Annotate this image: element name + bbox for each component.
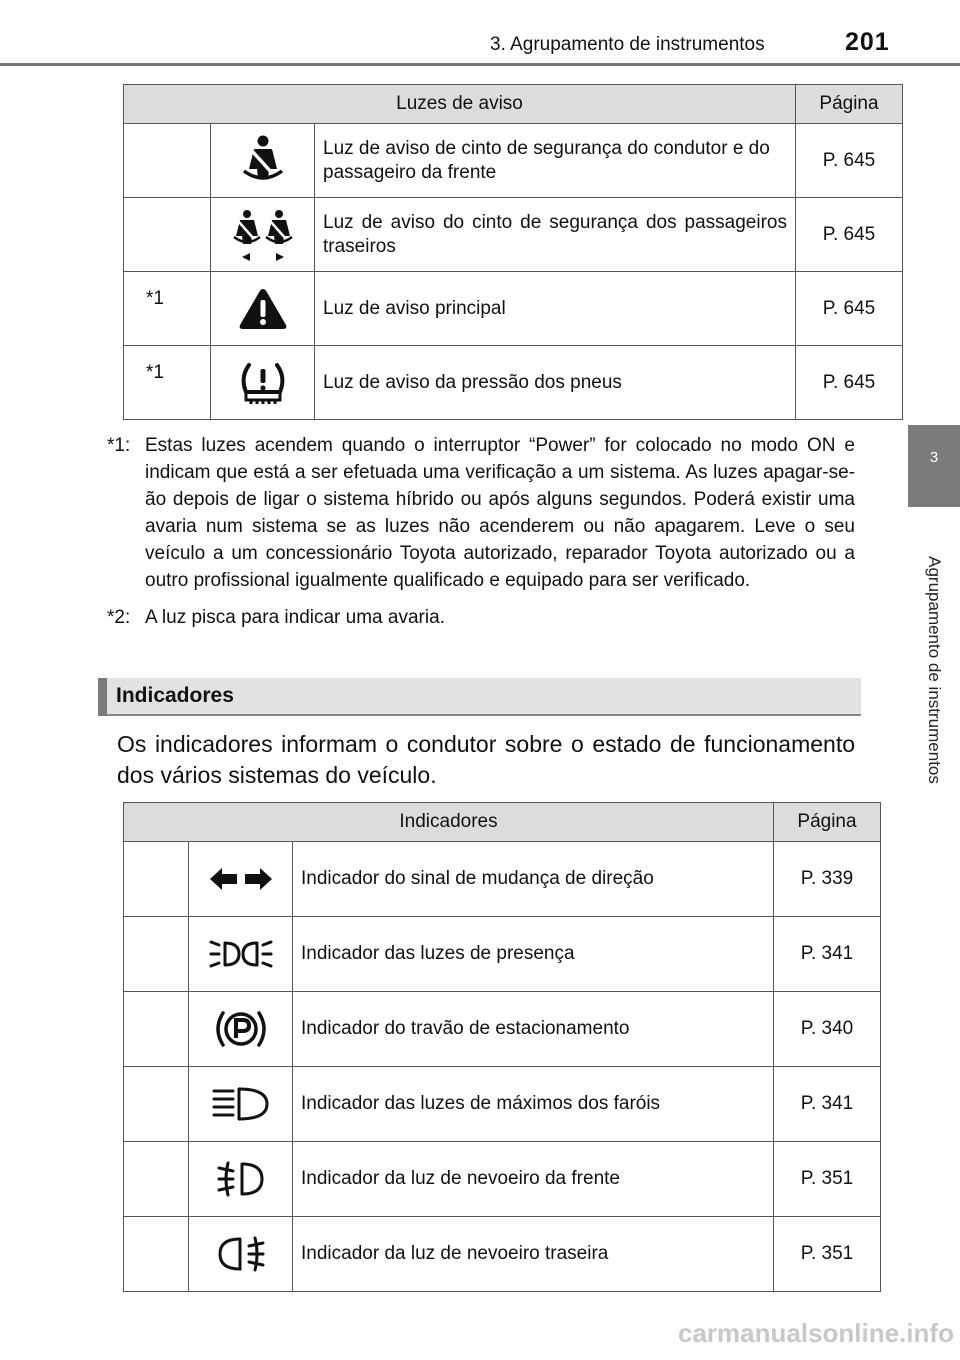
page-ref-cell: P. 339 <box>774 842 881 917</box>
page-ref-cell: P. 645 <box>796 124 903 198</box>
description-cell: Indicador das luzes de máximos dos faróis <box>293 1067 774 1142</box>
chapter-side-label <box>908 505 960 835</box>
table-row <box>124 917 881 992</box>
description-cell: Indicador das luzes de presença <box>293 917 774 992</box>
chapter-title: 3. Agrupamento de instrumentos <box>490 34 765 55</box>
note-cell: *1 <box>124 272 211 346</box>
chapter-tab-number: 3 <box>929 449 939 466</box>
tail-light-icon <box>209 934 273 974</box>
table-row <box>124 198 903 272</box>
note-cell <box>124 198 211 272</box>
footnote <box>107 604 855 631</box>
page-header <box>0 0 960 66</box>
parking-brake-icon <box>214 1006 268 1052</box>
footnote-text: A luz pisca para indicar uma avaria. <box>145 607 445 628</box>
description-cell: Indicador do travão de estacionamento <box>293 992 774 1067</box>
table-row <box>124 992 881 1067</box>
header-rule <box>0 63 960 66</box>
seatbelt-front-icon <box>241 135 285 187</box>
page-ref-cell: P. 351 <box>774 1142 881 1217</box>
column-header-page: Página <box>796 85 903 124</box>
chapter-tab <box>908 425 960 507</box>
table-row <box>124 272 903 346</box>
page-ref-cell: P. 341 <box>774 1067 881 1142</box>
description-cell: Luz de aviso de cinto de segurança do condutor e do passageiro da frente <box>315 124 796 198</box>
footnote-mark: *2: <box>107 607 131 628</box>
page-ref-cell: P. 645 <box>796 198 903 272</box>
table-row <box>124 842 881 917</box>
watermark: carmanualsonline.info <box>678 1318 954 1348</box>
front-fog-light-icon <box>216 1159 266 1199</box>
description-cell: Indicador da luz de nevoeiro da frente <box>293 1142 774 1217</box>
footnote <box>107 432 855 594</box>
footnote-text: Estas luzes acendem quando o interruptor “Power” for colocado no modo ON e indicam que está a ser efetuada uma verificação a um sistema. As luzes apagar-se-ão depois de ligar o sistema híbrido ou após alguns segundos. Poderá existir uma avaria num sistema se as luzes não acenderem ou não apagarem. Leve o seu veículo a um concessionário Toyota autorizado, reparador Toyota autorizado ou a outro profissional igualmente qualificado e equipado para ser verificado. <box>145 435 855 591</box>
table-row <box>124 1217 881 1292</box>
note-cell <box>124 917 189 992</box>
table-header-row <box>124 85 903 124</box>
master-warning-icon <box>237 286 289 332</box>
page-number: 201 <box>845 28 890 56</box>
section-title: Indicadores <box>116 684 234 707</box>
column-header-indicators: Indicadores <box>124 803 774 842</box>
section-heading-bar <box>98 678 861 716</box>
page-ref-cell: P. 341 <box>774 917 881 992</box>
warning-lights-table <box>123 84 903 420</box>
footnotes <box>107 432 855 631</box>
note-cell <box>124 124 211 198</box>
indicators-table <box>123 802 881 1292</box>
page-ref-cell: P. 645 <box>796 346 903 420</box>
seatbelt-rear-icon <box>231 209 295 261</box>
description-cell: Indicador da luz de nevoeiro traseira <box>293 1217 774 1292</box>
rear-fog-light-icon <box>216 1234 266 1274</box>
page-ref-cell: P. 340 <box>774 992 881 1067</box>
note-cell <box>124 1142 189 1217</box>
table-header-row <box>124 803 881 842</box>
intro-paragraph: Os indicadores informam o condutor sobre o estado de funcionamento dos vários sistemas do veículo. <box>117 731 855 788</box>
table-row <box>124 124 903 198</box>
description-cell: Luz de aviso principal <box>315 272 796 346</box>
page-ref-cell: P. 351 <box>774 1217 881 1292</box>
page-ref-cell: P. 645 <box>796 272 903 346</box>
column-header-page: Página <box>774 803 881 842</box>
note-cell <box>124 842 189 917</box>
note-cell <box>124 1067 189 1142</box>
table-row <box>124 346 903 420</box>
column-header-lights: Luzes de aviso <box>124 85 796 124</box>
table-row <box>124 1142 881 1217</box>
note-cell: *1 <box>124 346 211 420</box>
high-beam-icon <box>211 1085 271 1123</box>
description-cell: Indicador do sinal de mudança de direção <box>293 842 774 917</box>
footnote-mark: *1: <box>107 435 131 456</box>
turn-signal-icon <box>208 865 274 893</box>
tire-pressure-icon <box>237 359 289 407</box>
note-cell <box>124 992 189 1067</box>
description-cell: Luz de aviso do cinto de segurança dos passageiros traseiros <box>315 198 796 272</box>
note-cell <box>124 1217 189 1292</box>
description-cell: Luz de aviso da pressão dos pneus <box>315 346 796 420</box>
table-row <box>124 1067 881 1142</box>
chapter-side-label-text: Agrupamento de instrumentos <box>925 556 944 784</box>
